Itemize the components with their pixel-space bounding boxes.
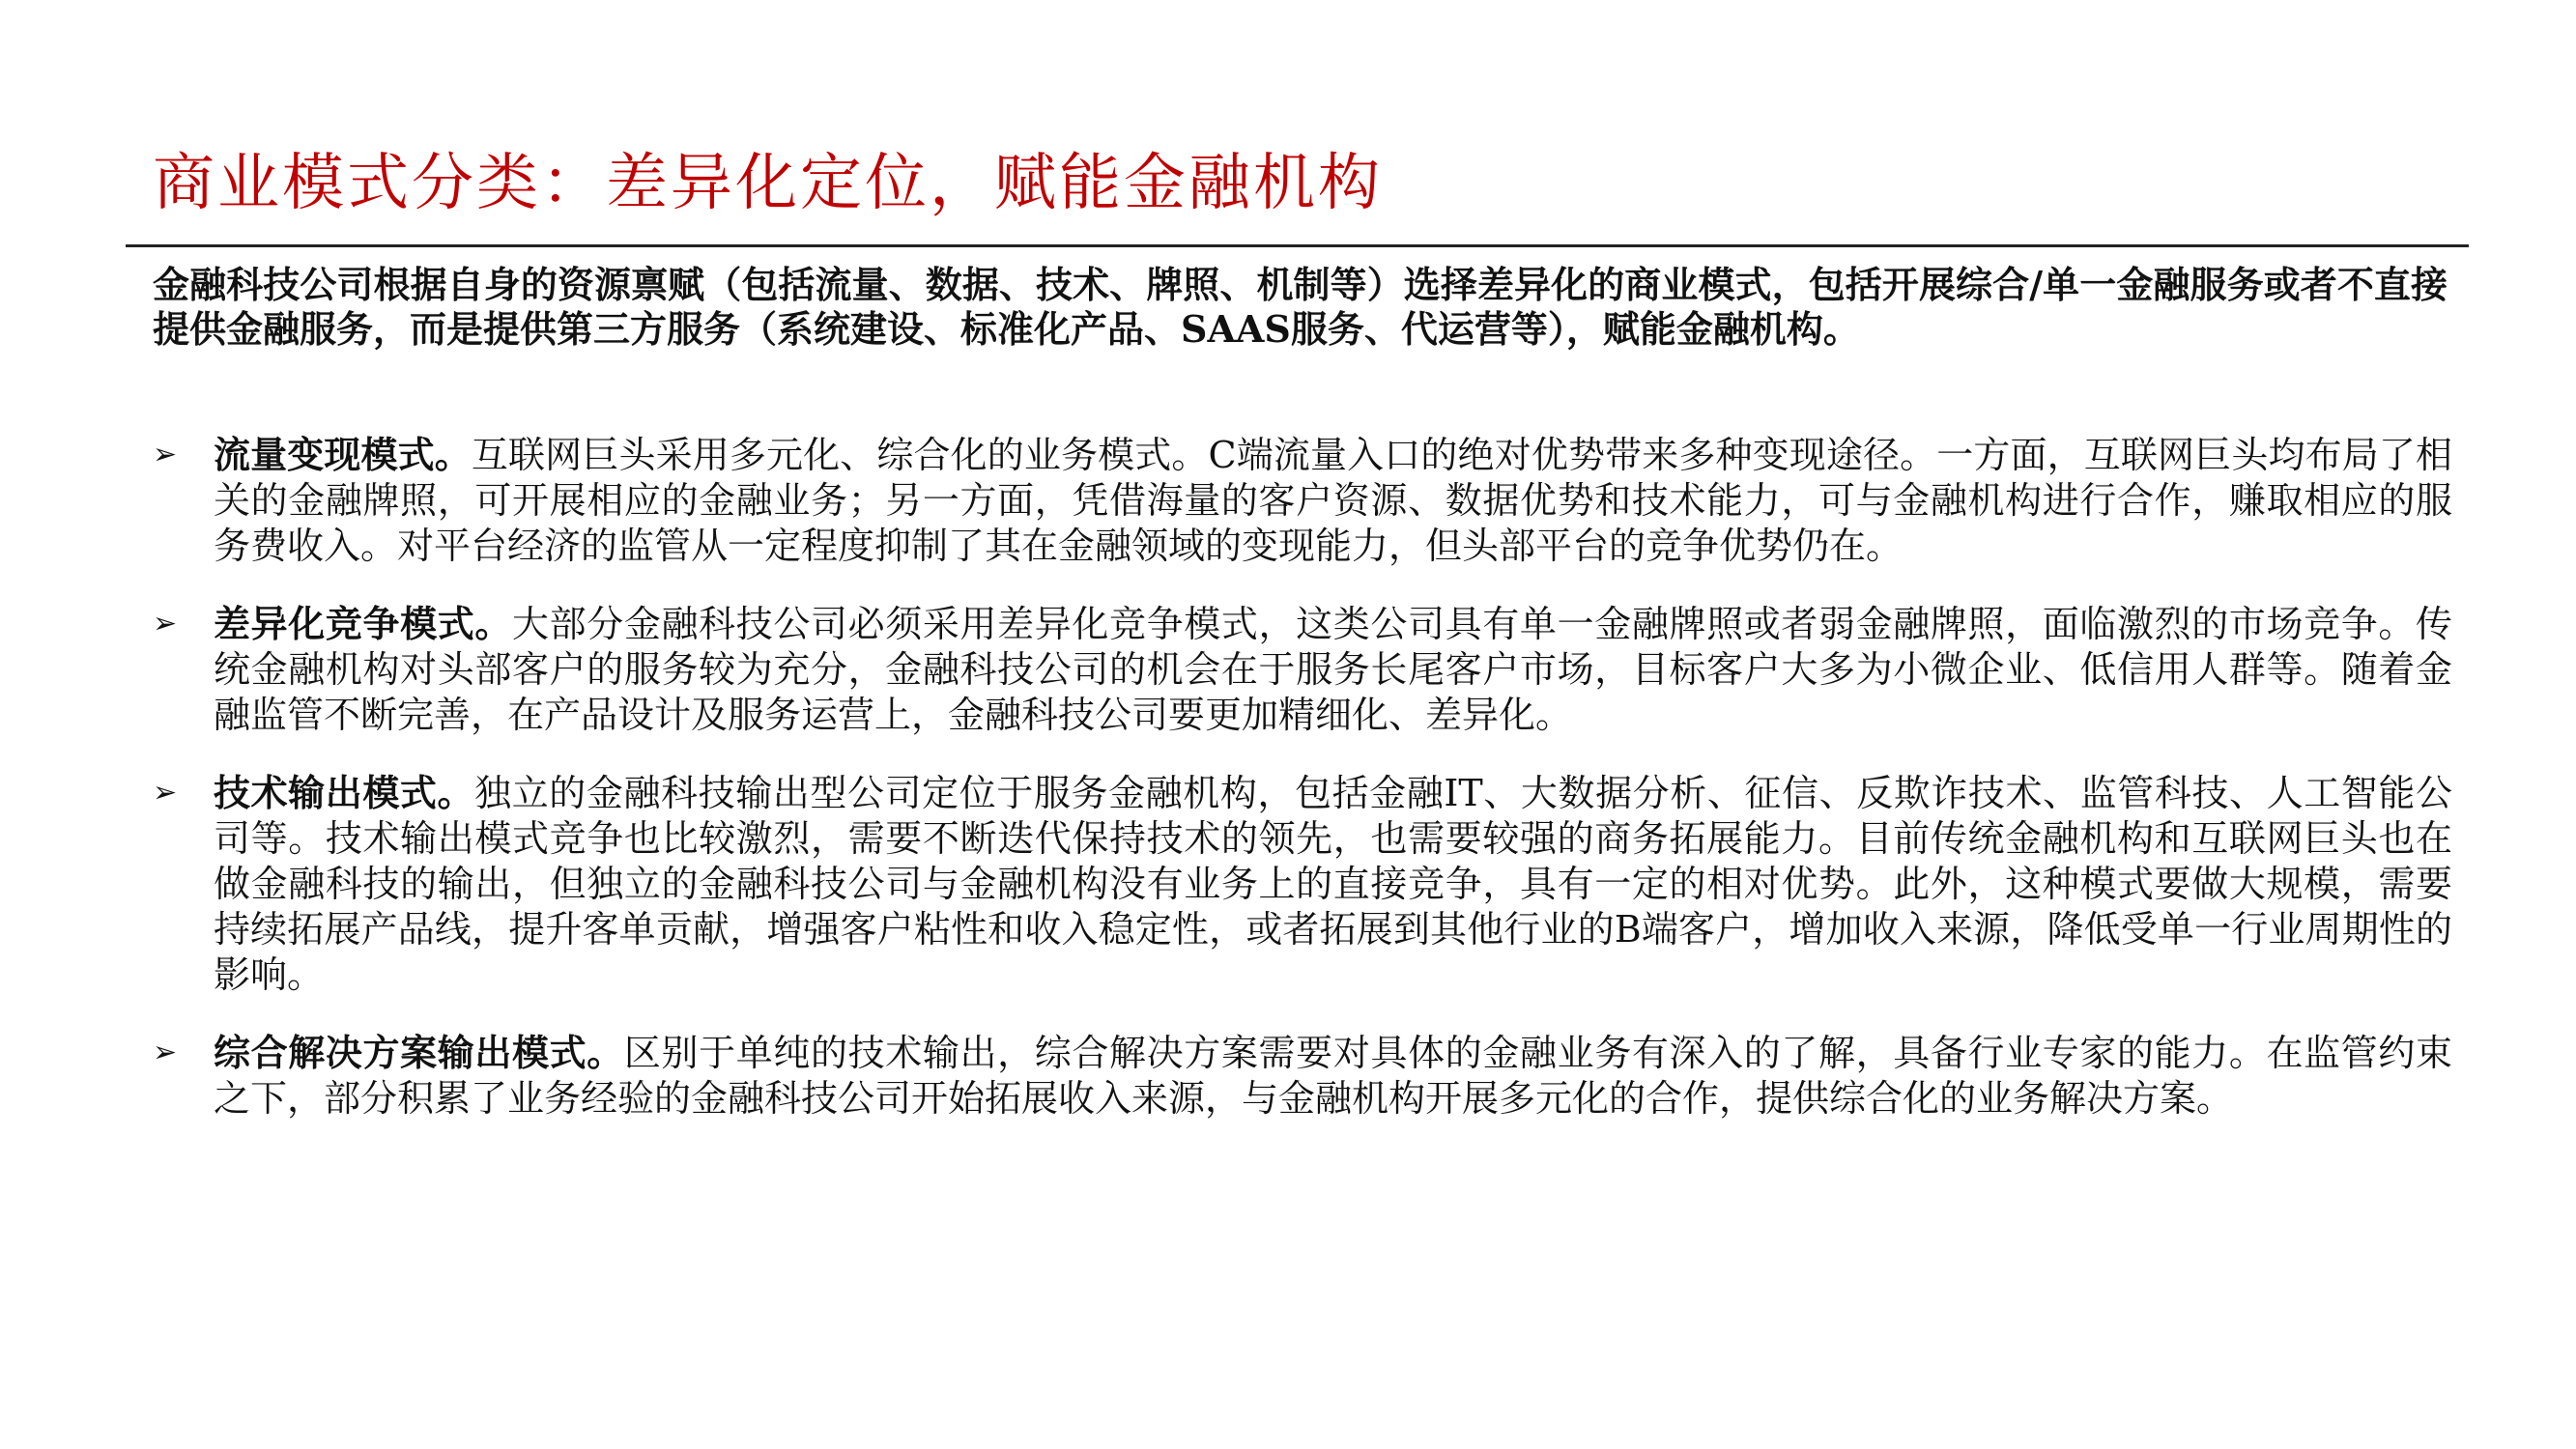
bullet-item-differentiated-competition — [153, 601, 2452, 738]
bullet-lead: 技术输出模式。 — [214, 771, 475, 814]
bullet-item-traffic-monetization — [153, 432, 2452, 569]
page-title: 商业模式分类：差异化定位，赋能金融机构 — [153, 148, 1383, 219]
bullet-text: 互联网巨头采用多元化、综合化的业务模式。C端流量入口的绝对优势带来多种变现途径。一方面，互联网巨头均布局了相关的金融牌照，可开展相应的金融业务；另一方面，凭借海量的客户资源、数据优势和技术能力，可与金融机构进行合作，赚取相应的服务费收入。对平台经济的监管从一定程度抑制了其在金融领域的变现能力，但头部平台的竞争优势仍在。 — [214, 434, 2452, 567]
arrow-bullet-icon: ➢ — [153, 607, 178, 640]
bullet-text: 大部分金融科技公司必须采用差异化竞争模式，这类公司具有单一金融牌照或者弱金融牌照，面临激烈的市场竞争。传统金融机构对头部客户的服务较为充分，金融科技公司的机会在于服务长尾客户市场，目标客户大多为小微企业、低信用人群等。随着金融监管不断完善，在产品设计及服务运营上，金融科技公司要更加精细化、差异化。 — [214, 603, 2452, 736]
bullet-lead: 综合解决方案输出模式。 — [214, 1031, 624, 1074]
bullet-item-technology-output — [153, 770, 2452, 998]
bullet-lead: 流量变现模式。 — [214, 433, 472, 476]
bullet-list — [153, 432, 2452, 1153]
bullet-item-integrated-solutions — [153, 1030, 2452, 1122]
arrow-bullet-icon: ➢ — [153, 438, 178, 471]
bullet-lead: 差异化竞争模式。 — [214, 602, 513, 645]
arrow-bullet-icon: ➢ — [153, 776, 178, 810]
bullet-text: 区别于单纯的技术输出，综合解决方案需要对具体的金融业务有深入的了解，具备行业专家的能力。在监管约束之下，部分积累了业务经验的金融科技公司开始拓展收入来源，与金融机构开展多元化的合作，提供综合化的业务解决方案。 — [214, 1032, 2452, 1120]
intro-paragraph: 金融科技公司根据自身的资源禀赋（包括流量、数据、技术、牌照、机制等）选择差异化的商业模式，包括开展综合/单一金融服务或者不直接提供金融服务，而是提供第三方服务（系统建设、标准化产品、SAAS服务、代运营等），赋能金融机构。 — [153, 263, 2447, 351]
bullet-text: 独立的金融科技输出型公司定位于服务金融机构，包括金融IT、大数据分析、征信、反欺诈技术、监管科技、人工智能公司等。技术输出模式竞争也比较激烈，需要不断迭代保持技术的领先，也需要较强的商务拓展能力。目前传统金融机构和互联网巨头也在做金融科技的输出，但独立的金融科技公司与金融机构没有业务上的直接竞争，具有一定的相对优势。此外，这种模式要做大规模，需要持续拓展产品线，提升客单贡献，增强客户粘性和收入稳定性，或者拓展到其他行业的B端客户，增加收入来源，降低受单一行业周期性的影响。 — [214, 772, 2452, 996]
arrow-bullet-icon: ➢ — [153, 1036, 178, 1069]
title-divider — [126, 244, 2469, 247]
